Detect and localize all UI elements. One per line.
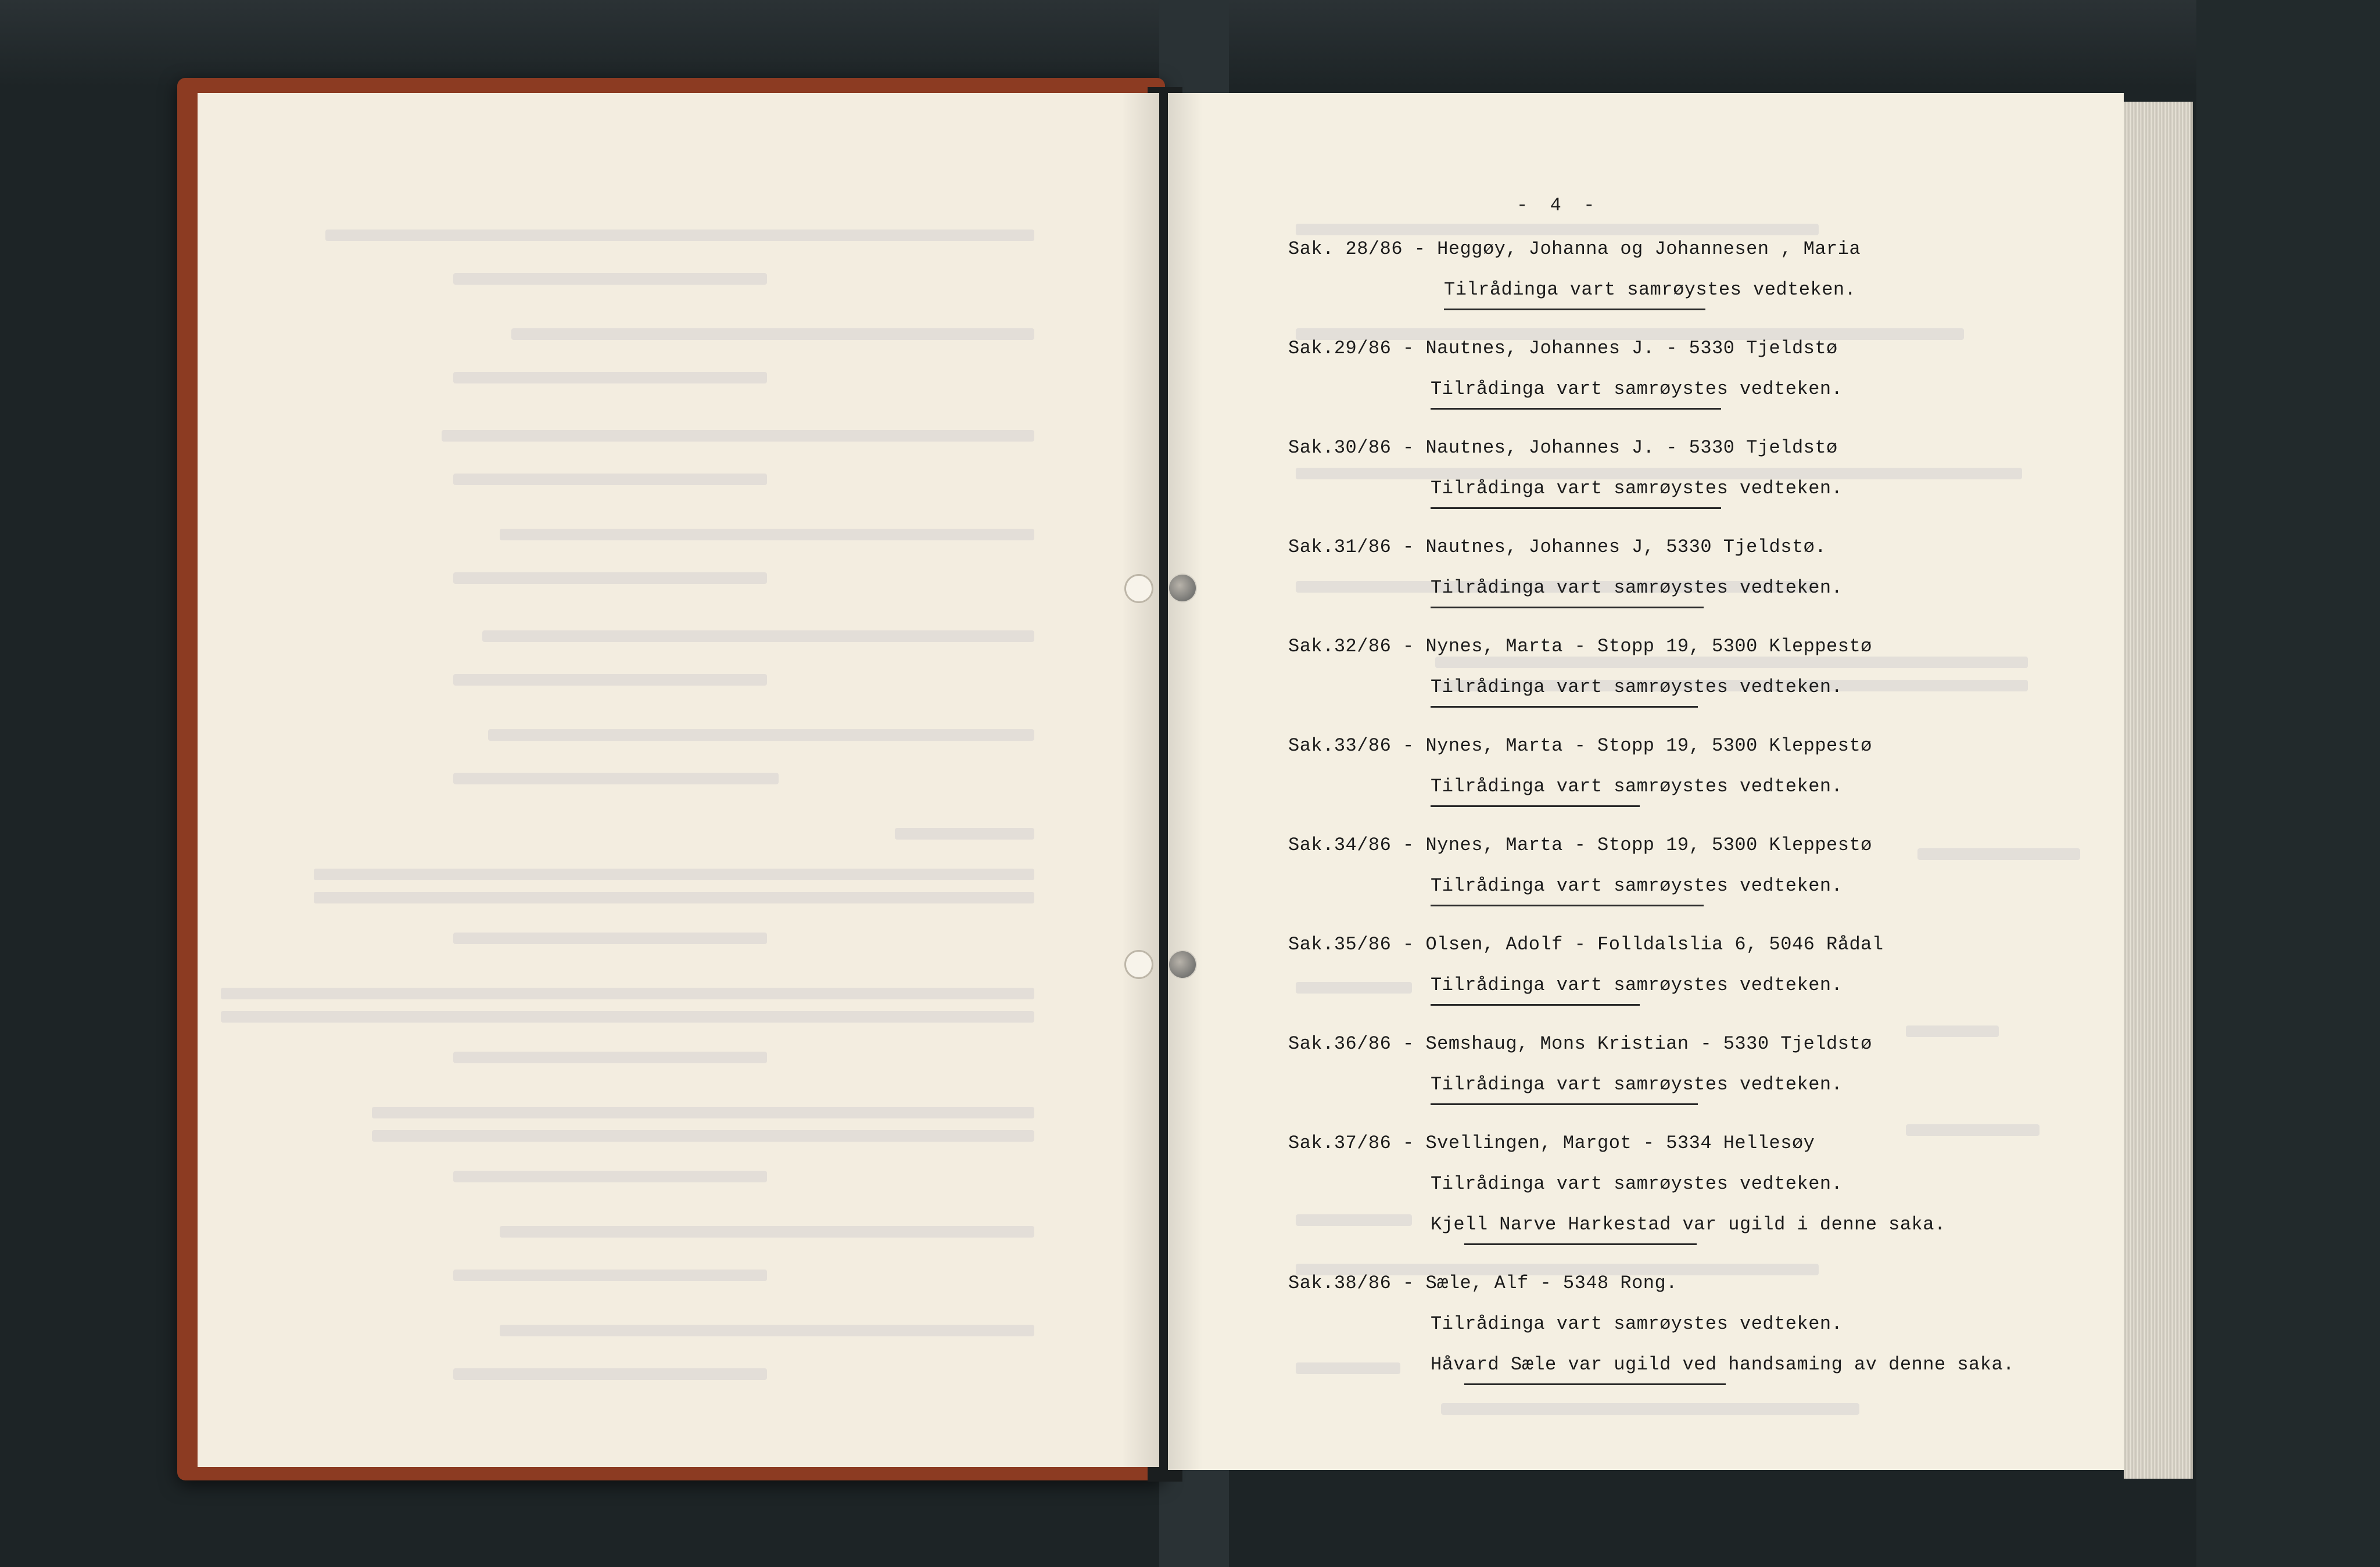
- page-number: - 4 -: [1517, 195, 1595, 216]
- separator-line: [1431, 408, 1721, 410]
- separator-line: [1444, 309, 1705, 310]
- case-header: Sak.32/86 - Nynes, Marta - Stopp 19, 5300 Kleppestø: [1288, 636, 1872, 657]
- separator-line: [1431, 706, 1698, 708]
- case-header: Sak.30/86 - Nautnes, Johannes J. - 5330 Tjeldstø: [1288, 437, 1838, 458]
- case-resolution: Tilrådinga vart samrøystes vedteken.: [1431, 1173, 1843, 1195]
- case-resolution: Tilrådinga vart samrøystes vedteken.: [1431, 875, 1843, 897]
- case-note: Håvard Sæle var ugild ved handsaming av denne saka.: [1431, 1354, 2015, 1375]
- case-header: Sak.38/86 - Sæle, Alf - 5348 Rong.: [1288, 1272, 1678, 1294]
- separator-line: [1431, 905, 1704, 906]
- case-note: Kjell Narve Harkestad var ugild i denne saka.: [1431, 1214, 1946, 1235]
- case-header: Sak. 28/86 - Heggøy, Johanna og Johannesen , Maria: [1288, 238, 1861, 260]
- case-resolution: Tilrådinga vart samrøystes vedteken.: [1431, 378, 1843, 400]
- case-header: Sak.34/86 - Nynes, Marta - Stopp 19, 5300 Kleppestø: [1288, 834, 1872, 856]
- gutter-shadow-left: [1121, 93, 1159, 1467]
- case-header: Sak.36/86 - Semshaug, Mons Kristian - 5330 Tjeldstø: [1288, 1033, 1872, 1055]
- binder-hole-top-left: [1124, 574, 1153, 603]
- case-resolution: Tilrådinga vart samrøystes vedteken.: [1431, 676, 1843, 698]
- binder-hole-bottom-left: [1124, 950, 1153, 979]
- left-page: [198, 93, 1159, 1467]
- separator-line: [1431, 805, 1640, 807]
- binder-hole-bottom-right: [1168, 950, 1197, 979]
- case-header: Sak.29/86 - Nautnes, Johannes J. - 5330 Tjeldstø: [1288, 338, 1838, 359]
- page-edges: [2124, 102, 2193, 1479]
- separator-line: [1464, 1383, 1726, 1385]
- separator-line: [1431, 507, 1721, 509]
- case-header: Sak.37/86 - Svellingen, Margot - 5334 Hellesøy: [1288, 1132, 1815, 1154]
- case-resolution: Tilrådinga vart samrøystes vedteken.: [1444, 279, 1856, 300]
- case-resolution: Tilrådinga vart samrøystes vedteken.: [1431, 974, 1843, 996]
- case-header: Sak.33/86 - Nynes, Marta - Stopp 19, 5300 Kleppestø: [1288, 735, 1872, 756]
- separator-line: [1431, 1103, 1698, 1105]
- case-resolution: Tilrådinga vart samrøystes vedteken.: [1431, 577, 1843, 598]
- separator-line: [1464, 1243, 1697, 1245]
- case-resolution: Tilrådinga vart samrøystes vedteken.: [1431, 1313, 1843, 1335]
- separator-line: [1431, 1004, 1640, 1006]
- desk-right: [2196, 0, 2380, 1567]
- binder-hole-top-right: [1168, 573, 1197, 603]
- case-header: Sak.35/86 - Olsen, Adolf - Folldalslia 6, 5046 Rådal: [1288, 934, 1884, 955]
- case-resolution: Tilrådinga vart samrøystes vedteken.: [1431, 478, 1843, 499]
- case-resolution: Tilrådinga vart samrøystes vedteken.: [1431, 1074, 1843, 1095]
- case-header: Sak.31/86 - Nautnes, Johannes J, 5330 Tjeldstø.: [1288, 536, 1827, 558]
- case-resolution: Tilrådinga vart samrøystes vedteken.: [1431, 776, 1843, 797]
- separator-line: [1431, 607, 1704, 608]
- gutter-shadow-right: [1168, 93, 1203, 1470]
